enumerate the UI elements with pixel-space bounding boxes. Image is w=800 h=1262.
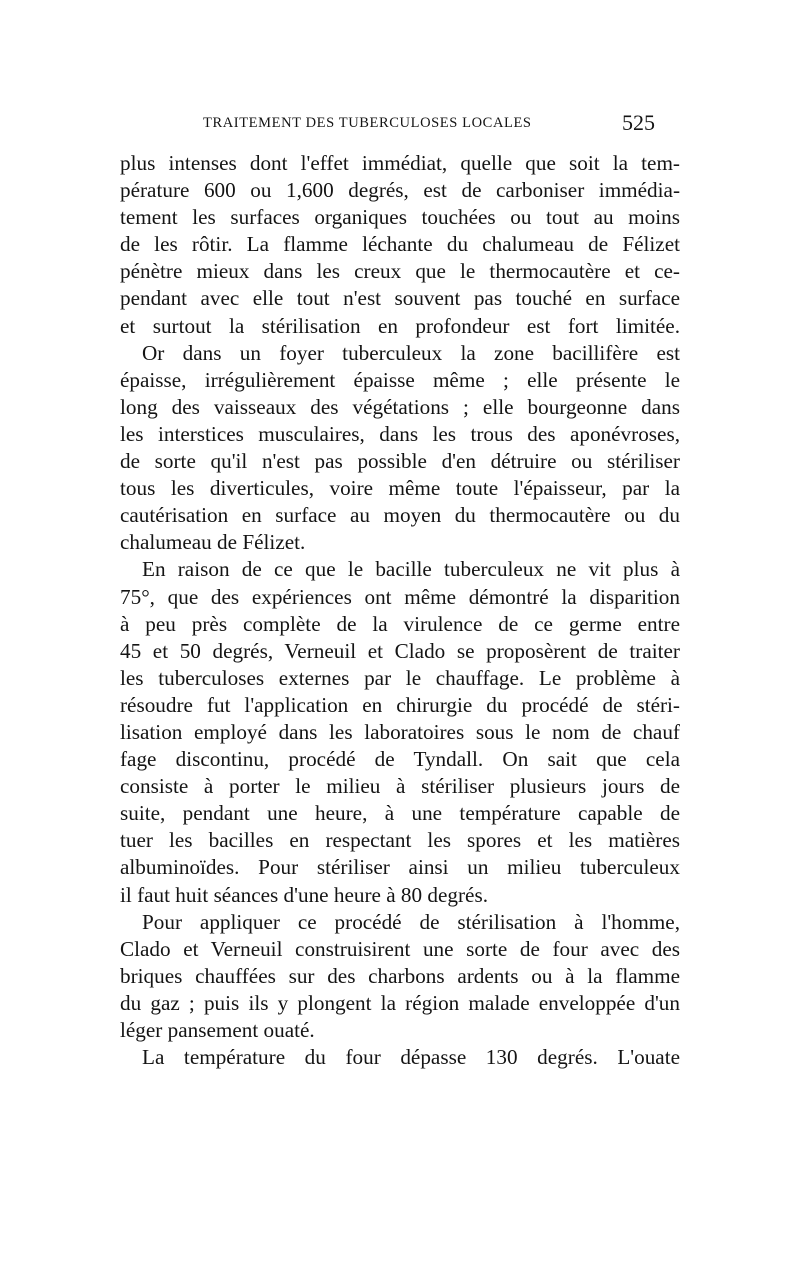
text-line: résoudre fut l'application en chirurgie du procédé de stéri- [120, 692, 680, 717]
text-line: lisation employé dans les laboratoires sous le nom de chauf [120, 719, 680, 744]
text-line: Pour appliquer ce procédé de stérilisation à l'homme, [142, 909, 680, 934]
text-line: 45 et 50 degrés, Verneuil et Clado se proposèrent de traiter [120, 638, 680, 663]
text-line: tuer les bacilles en respectant les spores et les matières [120, 828, 680, 853]
text-line: pérature 600 ou 1,600 degrés, est de carboniser immédia- [120, 178, 680, 203]
paragraph [120, 556, 680, 908]
text-line: fage discontinu, procédé de Tyndall. On sait que cela [120, 747, 680, 772]
paragraph [120, 909, 680, 1044]
text-line: 75°, que des expériences ont même démontré la disparition [120, 584, 680, 609]
text-line: La température du four dépasse 130 degrés. L'ouate [142, 1045, 680, 1070]
text-line: pénètre mieux dans les creux que le thermocautère et ce- [120, 259, 680, 284]
text-line: du gaz ; puis ils y plongent la région malade enveloppée d'un [120, 990, 680, 1015]
text-line: à peu près complète de la virulence de ce germe entre [120, 611, 680, 636]
text-line: long des vaisseaux des végétations ; elle bourgeonne dans [120, 394, 680, 419]
text-line: de les rôtir. La flamme léchante du chalumeau de Félizet [120, 232, 680, 257]
body-text [120, 150, 680, 1071]
text-line: albuminoïdes. Pour stériliser ainsi un milieu tuberculeux [120, 855, 680, 880]
text-line: de sorte qu'il n'est pas possible d'en détruire ou stériliser [120, 449, 680, 474]
paragraph [120, 340, 680, 557]
text-line: tement les surfaces organiques touchées ou tout au moins [120, 205, 680, 230]
text-line: et surtout la stérilisation en profondeur est fort limitée. [120, 313, 680, 338]
text-line: tous les diverticules, voire même toute l'épaisseur, par la [120, 476, 680, 501]
text-line: plus intenses dont l'effet immédiat, quelle que soit la tem- [120, 151, 680, 175]
text-line: épaisse, irrégulièrement épaisse même ; elle présente le [120, 367, 680, 392]
text-line: léger pansement ouaté. [120, 1018, 315, 1042]
text-line: Clado et Verneuil construisirent une sorte de four avec des [120, 936, 680, 961]
page-number: 525 [622, 110, 655, 135]
paragraph [120, 150, 680, 340]
text-line: les interstices musculaires, dans les trous des aponévroses, [120, 421, 680, 446]
text-line: cautérisation en surface au moyen du thermocautère ou du [120, 503, 680, 528]
running-header [0, 110, 800, 140]
paragraph [120, 1044, 680, 1071]
text-line: briques chauffées sur des charbons ardents ou à la flamme [120, 963, 680, 988]
text-line: Or dans un foyer tuberculeux la zone bacillifère est [142, 340, 680, 365]
text-line: suite, pendant une heure, à une température capable de [120, 801, 680, 826]
text-line: il faut huit séances d'une heure à 80 degrés. [120, 882, 488, 907]
running-title: TRAITEMENT DES TUBERCULOSES LOCALES [203, 115, 532, 131]
text-line: les tuberculoses externes par le chauffage. Le problème à [120, 665, 680, 690]
text-line: chalumeau de Félizet. [120, 530, 306, 555]
text-line: consiste à porter le milieu à stériliser plusieurs jours de [120, 774, 680, 799]
text-line: En raison de ce que le bacille tuberculeux ne vit plus à [142, 557, 680, 582]
text-line: pendant avec elle tout n'est souvent pas touché en surface [120, 286, 680, 311]
